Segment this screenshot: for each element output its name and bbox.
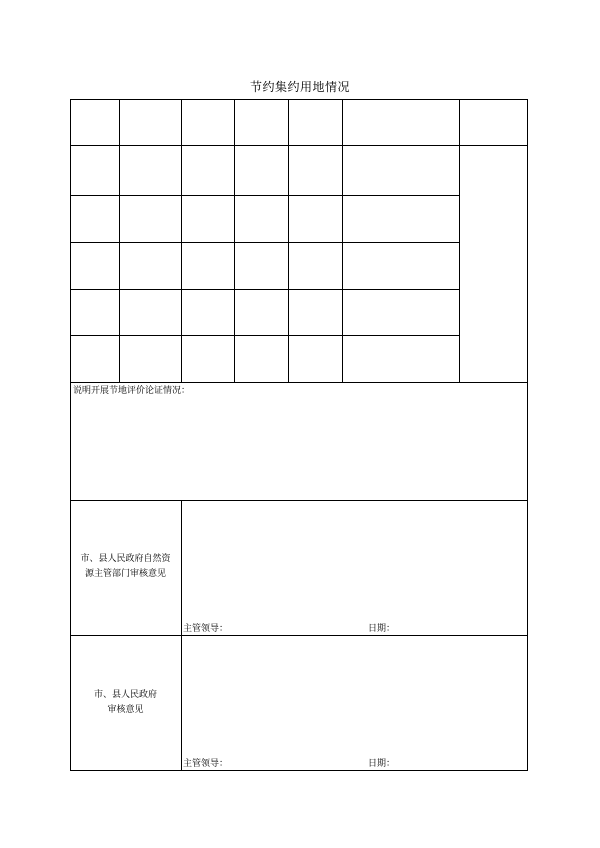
grid-row-divider	[70, 335, 459, 336]
grid-bottom-divider	[70, 382, 528, 383]
section1-label-line2: 源主管部门审核意见	[84, 569, 166, 579]
grid-row-divider	[70, 195, 459, 196]
grid-column-divider	[119, 99, 120, 382]
section2-date-label: 日期：	[368, 759, 396, 769]
section2-label-line1: 市、县人民政府	[93, 690, 157, 700]
section1-opinion-area[interactable]	[182, 501, 527, 619]
section1-label	[70, 552, 181, 582]
grid-row-divider	[70, 242, 459, 243]
grid-column-divider	[288, 99, 289, 382]
evaluation-input-area[interactable]	[71, 400, 527, 499]
grid-column-divider	[342, 99, 343, 382]
section2-leader-label: 主管领导：	[183, 759, 229, 769]
section2-opinion-area[interactable]	[182, 636, 527, 754]
grid-column-divider	[234, 99, 235, 382]
grid-column-divider	[181, 99, 182, 382]
grid-column-divider	[459, 99, 460, 382]
section2-label	[70, 688, 181, 718]
section2-label-line2: 审核意见	[107, 705, 144, 715]
section1-leader-label: 主管领导：	[183, 624, 229, 634]
section1-date-label: 日期：	[368, 624, 396, 634]
page-title: 节约集约用地情况	[249, 80, 350, 94]
grid-row-divider	[70, 289, 459, 290]
section1-label-line1: 市、县人民政府自然资	[80, 554, 171, 564]
evaluation-label: 说明开展节地评价论证情况：	[73, 386, 191, 396]
